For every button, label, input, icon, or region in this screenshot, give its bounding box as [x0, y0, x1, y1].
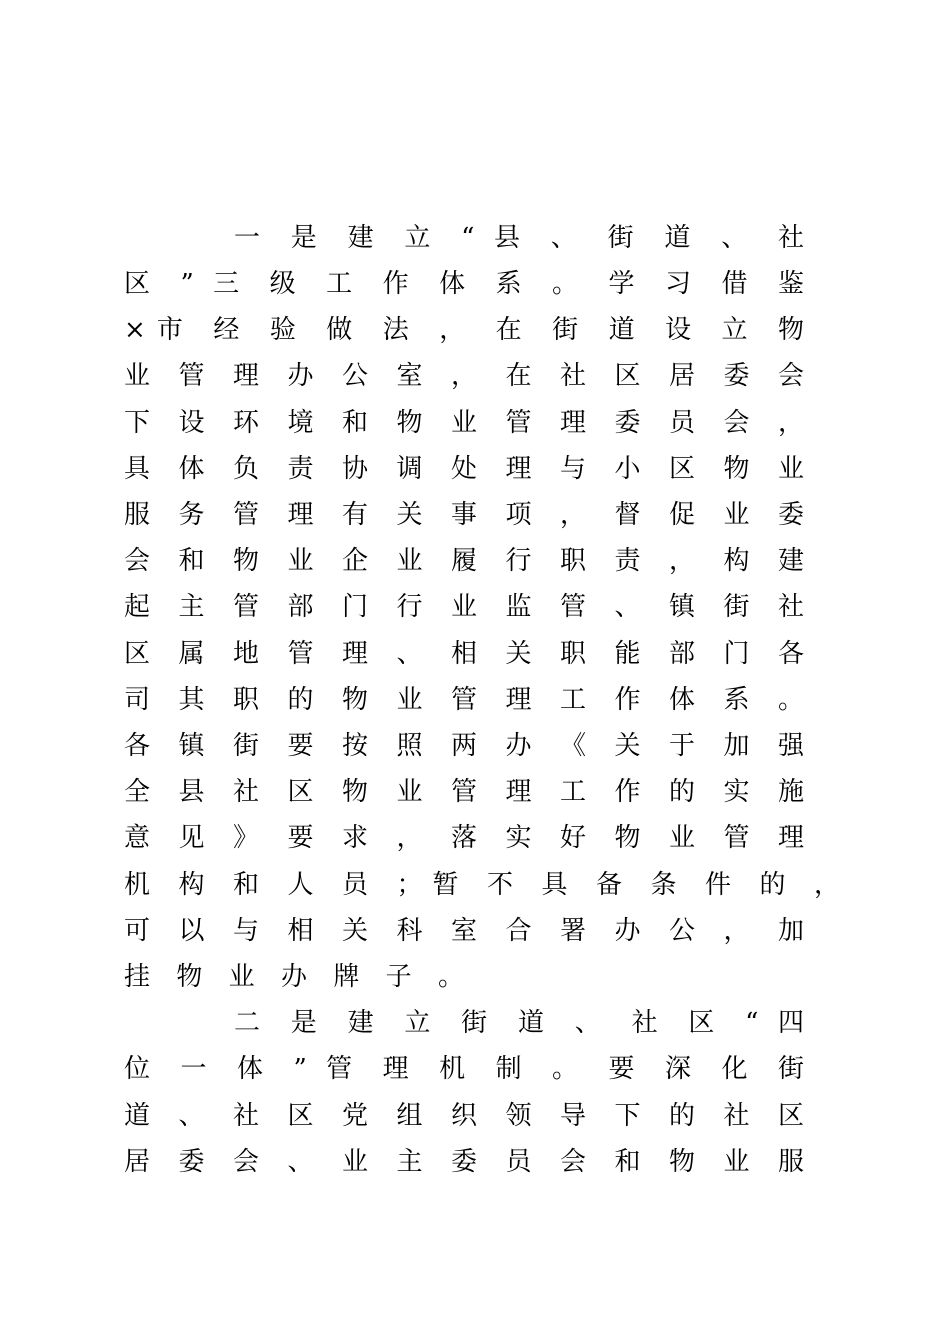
- paragraph-1-line-17: 挂 物 业 办 牌 子 。: [124, 962, 464, 992]
- paragraph-1-line-9: 起 主 管 部 门 行 业 监 管 、 镇 街 社: [124, 592, 804, 622]
- paragraph-1-line-14: 意 见 》 要 求 ， 落 实 好 物 业 管 理: [124, 823, 804, 853]
- paragraph-1-line-2: 区 ” 三 级 工 作 体 系 。 学 习 借 鉴: [124, 269, 804, 299]
- paragraph-1-line-13: 全 县 社 区 物 业 管 理 工 作 的 实 施: [124, 777, 804, 807]
- paragraph-1-line-7: 服 务 管 理 有 关 事 项 ， 督 促 业 委: [124, 500, 804, 530]
- paragraph-1-line-3: ×市 经 验 做 法 ， 在 街 道 设 立 物: [124, 315, 804, 345]
- paragraph-1-line-5: 下 设 环 境 和 物 业 管 理 委 员 会 ，: [124, 408, 804, 438]
- paragraph-2-line-1: 二 是 建 立 街 道 、 社 区 “ 四: [234, 1008, 804, 1038]
- paragraph-2-line-4: 居 委 会 、 业 主 委 员 会 和 物 业 服: [124, 1147, 804, 1177]
- paragraph-1-line-6: 具 体 负 责 协 调 处 理 与 小 区 物 业: [124, 454, 804, 484]
- paragraph-2-line-2: 位 一 体 ” 管 理 机 制 。 要 深 化 街: [124, 1054, 804, 1084]
- paragraph-1-line-15: 机 构 和 人 员 ；暂 不 具 备 条 件 的 ，: [124, 870, 840, 900]
- paragraph-1-line-8: 会 和 物 业 企 业 履 行 职 责 ， 构 建: [124, 546, 804, 576]
- paragraph-2-line-3: 道 、 社 区 党 组 织 领 导 下 的 社 区: [124, 1101, 804, 1131]
- paragraph-1-line-1: 一 是 建 立 “ 县 、 街 道 、 社: [234, 223, 804, 253]
- paragraph-1-line-12: 各 镇 街 要 按 照 两 办 《 关 于 加 强: [124, 731, 804, 761]
- paragraph-1-line-10: 区 属 地 管 理 、 相 关 职 能 部 门 各: [124, 639, 804, 669]
- paragraph-1-line-11: 司 其 职 的 物 业 管 理 工 作 体 系 。: [124, 685, 804, 715]
- paragraph-1-line-4: 业 管 理 办 公 室 ， 在 社 区 居 委 会: [124, 361, 804, 391]
- paragraph-1-line-16: 可 以 与 相 关 科 室 合 署 办 公 ， 加: [124, 916, 804, 946]
